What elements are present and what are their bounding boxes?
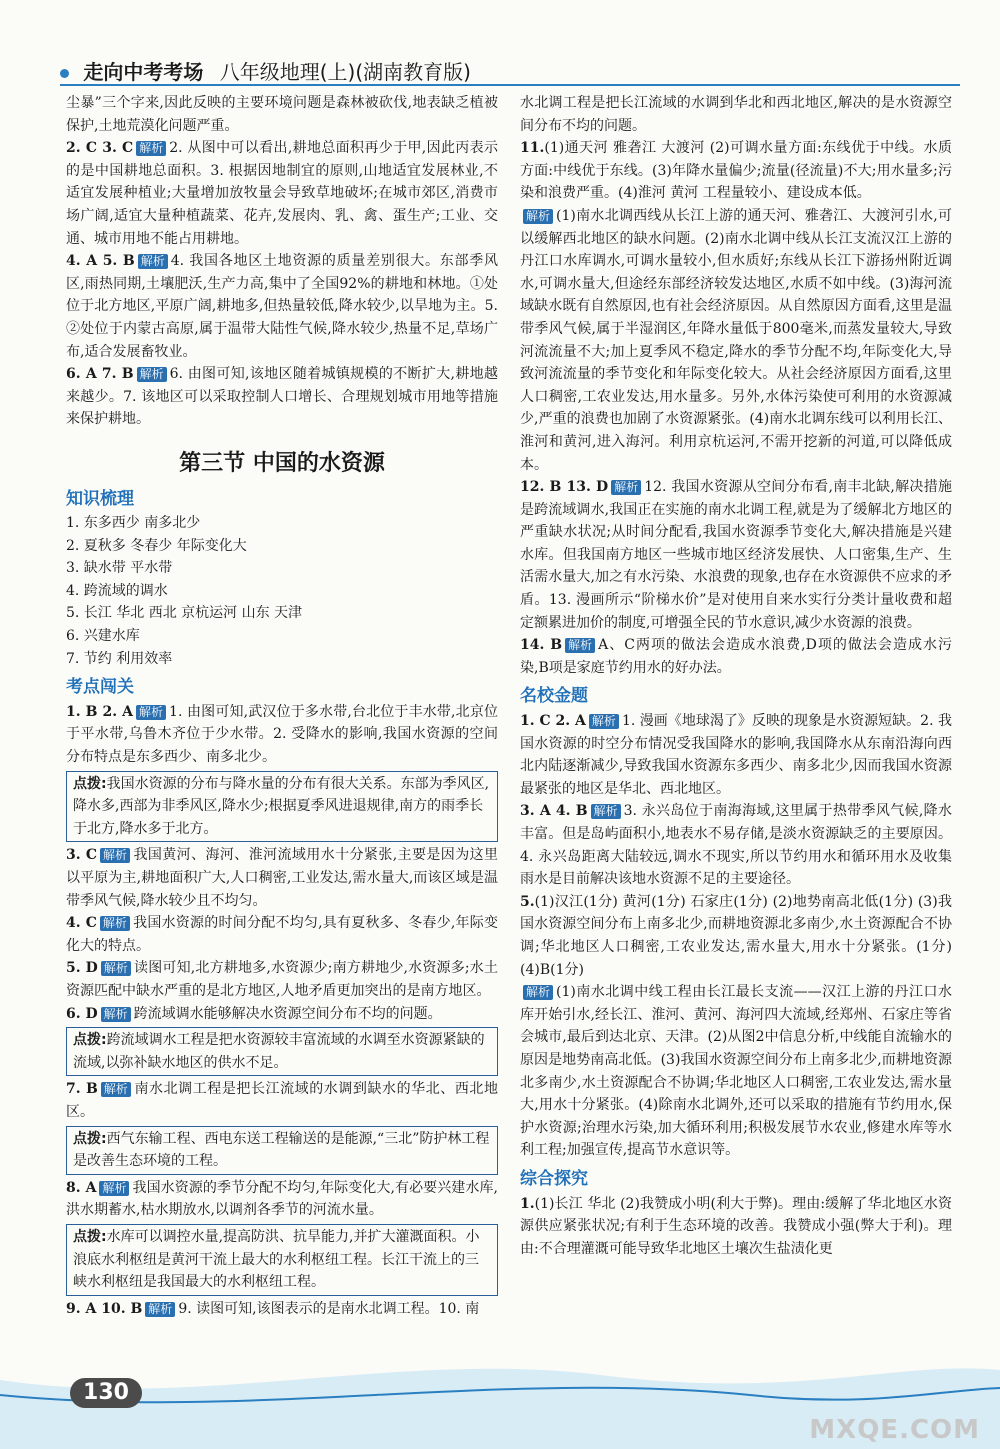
subsection-title: 名校金题 (520, 686, 588, 707)
analysis-tag: 解析 (137, 367, 167, 382)
analysis-text: (1)南水北调中线工程由长江最长支流——汉江上游的丹江口水库开始引水,经长江、淮河、黄河、海河四大流域,经郑州、石家庄等省会城市,最后到达北京、天津。(2)从图2中信息分析,中线能自流输水的原因是地势南高北低。(3)我国水资源空间分布上南多北少,而耕地资源北多南少,水土资源配合不协调;华北地区人口稠密,工农业发达,需水量大,用水十分紧张。(4)除南水北调外,还可以采取的措施有节约用水,保护水资源;治理水污染,加大循环利用;积极发展节水农业,修建水库等水利工程;加强宣传,提高节水意识等。 (520, 984, 952, 1159)
answer-key: 5. D (66, 960, 98, 977)
answer-text: 2. 从图中可以看出,耕地总面积再少于甲,因此丙表示的是中国耕地总面积。3. 根据因地制宜的原则,山地适宜发展林业,不适宜发展种植业;大量增加放牧量会导致草地破坏;在城市郊区,消费市场广阔,适宜大量种植蔬菜、花卉,发展肉、乳、禽、蛋生产;工业、交通、城市用地不能占用耕地。 (66, 140, 498, 247)
analysis-tag: 解析 (101, 1082, 131, 1097)
answer-item (520, 891, 952, 981)
paragraph: 水北调工程是把长江流域的水调到华北和西北地区,解决的是水资源空间分布不均的问题。 (520, 95, 952, 134)
subsection-title: 考点闯关 (66, 677, 134, 698)
book-title: 走向中考考场 (83, 60, 204, 84)
list-item: 4. 跨流域的调水 (66, 582, 168, 599)
right-column (520, 92, 952, 1260)
list-item: 2. 夏秋多 冬春少 年际变化大 (66, 537, 247, 554)
tip-box (66, 771, 498, 843)
answer-key: 8. A (66, 1179, 97, 1196)
answer-text: 我国水资源的季节分配不均匀,年际变化大,有必要兴建水库,洪水期蓄水,枯水期放水,以调剂各季节的河流水量。 (66, 1179, 498, 1219)
tip-label: 点拨: (73, 775, 107, 792)
analysis-item (520, 205, 952, 476)
answer-item (66, 1078, 498, 1123)
answer-text: 1. 漫画《地球渴了》反映的现象是水资源短缺。2. 我国水资源的时空分布情况受我国降水的影响,我国降水从东南沿海向西北内陆逐渐减少,导致我国水资源东多西少、南多北少,因而我国水资源最紧张的地区是华北、西北地区。 (520, 713, 952, 797)
answer-key: 6. D (66, 1005, 98, 1022)
answer-key: 1. B 2. A (66, 703, 134, 720)
book-subtitle: 八年级地理(上)(湖南教育版) (219, 60, 471, 84)
list-item: 3. 缺水带 平水带 (66, 560, 173, 577)
tip-label: 点拨: (73, 1228, 107, 1245)
answer-text: 我国水资源的时间分配不均匀,具有夏秋多、冬春少,年际变化大的特点。 (66, 915, 498, 954)
answer-key: 2. C 3. C (66, 140, 134, 157)
subsection-title: 知识梳理 (66, 488, 134, 509)
answer-item (66, 844, 498, 912)
tip-box (66, 1224, 498, 1296)
answer-key: 4. C (66, 915, 97, 932)
answer-key: 5. (520, 893, 535, 910)
tip-label: 点拨: (73, 1130, 107, 1147)
tip-label: 点拨: (73, 1032, 107, 1049)
answer-item (520, 1193, 952, 1261)
answer-item (66, 1003, 498, 1026)
bullet-icon (60, 69, 69, 78)
answer-item (66, 957, 498, 1002)
answer-text: 6. 由图可知,该地区随着城镇规模的不断扩大,耕地越来越少。7. 该地区可以采取控制人口增长、合理规划城市用地等措施来保护耕地。 (66, 366, 498, 428)
paragraph: 尘暴”三个字来,因此反映的主要环境问题是森林被砍伐,地表缺乏植被保护,土地荒漠化问题严重。 (66, 95, 498, 134)
analysis-tag: 解析 (145, 1302, 175, 1317)
analysis-tag: 解析 (101, 1007, 131, 1022)
answer-key: 3. C (66, 847, 98, 864)
answer-item (520, 137, 952, 205)
analysis-tag: 解析 (138, 254, 168, 269)
answer-text: 1. 由图可知,武汉位于多水带,台北位于丰水带,北京位于平水带,乌鲁木齐位于少水带。2. 受降水的影响,我国水资源的空间分布特点是东多西少、南多北少。 (66, 703, 498, 766)
answer-text: (1)长江 华北 (2)我赞成小明(利大于弊)。理由:缓解了华北地区水资源供应紧张状况;有利于生态环境的改善。我赞成小强(弊大于利)。理由:不合理灌溉可能导致华北地区土壤次生盐渍化更 (520, 1195, 952, 1257)
answer-key: 9. A 10. B (66, 1300, 143, 1317)
analysis-tag: 解析 (136, 141, 166, 156)
analysis-tag: 解析 (100, 848, 130, 863)
answer-item (66, 1177, 498, 1222)
answer-key: 1. (520, 1195, 535, 1212)
answer-item (66, 137, 498, 250)
watermark: MXQE.COM (809, 1415, 980, 1445)
answer-text: (1)汉江(1分) 黄河(1分) 石家庄(1分) (2)地势南高北低(1分) (3)我国水资源空间分布上南多北少,而耕地资源北多南少,水土资源配合不协调;华北地区人口稠密,工农业发达,需水量大,用水十分紧张。(1分)(4)B(1分) (520, 893, 952, 978)
answer-text: 我国黄河、海河、淮河流域用水十分紧张,主要是因为这里以平原为主,耕地面积广大,人口稠密,工业发达,需水量大,而该区域是温带季风气候,降水较少且不均匀。 (66, 847, 498, 909)
page-header (60, 56, 960, 82)
answer-key: 7. B (66, 1081, 98, 1098)
list-item: 5. 长江 华北 西北 京杭运河 山东 天津 (66, 605, 303, 622)
analysis-tag: 解析 (591, 804, 621, 819)
answer-item (520, 634, 952, 679)
analysis-item (520, 981, 952, 1162)
answer-item (66, 701, 498, 769)
tip-box (66, 1126, 498, 1175)
answer-text: 9. 读图可知,该图表示的是南水北调工程。10. 南 (178, 1300, 480, 1317)
answer-text: A、C两项的做法会造成水浪费,D项的做法会造成水污染,B项是家庭节约用水的好办法。 (520, 637, 952, 676)
answer-text: (1)通天河 雅砻江 大渡河 (2)可调水量方面:东线优于中线。水质方面:中线优于东线。(3)年降水量偏少;流量(径流量)不大;用水量多;污染和浪费严重。(4)淮河 黄河 工程量较小、建设成本低。 (520, 140, 952, 202)
answer-item (520, 800, 952, 890)
answer-text: 12. 我国水资源从空间分布看,南丰北缺,解决措施是跨流域调水,我国正在实施的南水北调工程,就是为了缓解北方地区的严重缺水状况;从时间分配看,我国水资源季节变化大,解决措施是兴建水库。但我国南方地区一些城市地区经济发展快、人口密集,生产、生活需水量大,加之有水污染、水浪费的现象,也存在水资源供不应求的矛盾。13. 漫画所示“阶梯水价”是对使用自来水实行分类计量收费和超定额累进加价的制度,可增强全民的节水意识,减少水资源的浪费。 (520, 479, 952, 631)
answer-item (66, 363, 498, 431)
list-item: 1. 东多西少 南多北少 (66, 515, 201, 532)
analysis-tag: 解析 (565, 638, 595, 653)
answer-key: 3. A 4. B (520, 803, 588, 820)
subsection-title: 综合探究 (520, 1168, 588, 1189)
answer-item (66, 912, 498, 957)
analysis-tag: 解析 (99, 1181, 129, 1196)
analysis-text: (1)南水北调西线从长江上游的通天河、雅砻江、大渡河引水,可以缓解西北地区的缺水问题。(2)南水北调中线从长江支流汉江上游的丹江口水库调水,可调水量较小,但水质好;东线从长江下游扬州附近调水,可调水量大,但途经东部经济较发达地区,水质不如中线。(3)海河流域缺水既有自然原因,也有社会经济原因。从自然原因方面看,这里是温带季风气候,属于半湿润区,年降水量低于800毫米,而蒸发量较大,导致河流流量不大;加上夏季风不稳定,降水的季节分配不均,年际变化大,导致河流流量的季节变化和年际变化较大。从社会经济原因方面看,这里人口稠密,工农业发达,用水量多。另外,水体污染使可利用的水资源减少,严重的浪费也加剧了水资源紧张。(4)南水北调东线可以利用长江、淮河和黄河,进入海河。利用京杭运河,不需开挖新的河道,可以降低成本。 (520, 207, 952, 473)
tip-text: 西气东输工程、西电东送工程输送的是能源,“三北”防护林工程是改善生态环境的工程。 (73, 1130, 490, 1170)
knowledge-list (66, 512, 498, 670)
analysis-tag: 解析 (101, 961, 131, 976)
answer-item (66, 250, 498, 363)
answer-item (520, 476, 952, 634)
list-item: 6. 兴建水库 (66, 628, 140, 645)
answer-text: 4. 我国各地区土地资源的质量差别很大。东部季风区,雨热同期,土壤肥沃,生产力高,集中了全国92%的耕地和林地。①处位于北方地区,平原广阔,耕地多,但热量较低,降水较少,以旱地为主。5. ②处位于内蒙古高原,属于温带大陆性气候,降水较少,热量不足,草场广布,适合发展畜牧业。 (66, 253, 498, 360)
analysis-tag: 解析 (589, 714, 619, 729)
analysis-tag: 解析 (523, 985, 553, 1000)
analysis-tag: 解析 (611, 480, 641, 495)
answer-key: 1. C 2. A (520, 713, 586, 730)
list-item: 7. 节约 利用效率 (66, 650, 173, 667)
page-number: 130 (70, 1378, 142, 1408)
analysis-tag: 解析 (136, 705, 166, 720)
answer-text: 南水北调工程是把长江流域的水调到缺水的华北、西北地区。 (66, 1081, 498, 1120)
answer-key: 14. B (520, 637, 563, 654)
analysis-tag: 解析 (100, 916, 130, 931)
answer-text: 3. 永兴岛位于南海海域,这里属于热带季风气候,降水丰富。但是岛屿面积小,地表水不易存储,是淡水资源缺乏的主要原因。4. 永兴岛距离大陆较远,调水不现实,所以节约用水和循环用水及收集雨水是目前解决该地水资源不足的主要途径。 (520, 803, 952, 888)
tip-text: 水库可以调控水量,提高防洪、抗旱能力,并扩大灌溉面积。小浪底水利枢纽是黄河干流上最大的水利枢纽工程。长江干流上的三峡水利枢纽是我国最大的水利枢纽工程。 (73, 1228, 480, 1291)
header-rule (60, 84, 960, 86)
answer-text: 跨流域调水能够解决水资源空间分布不均的问题。 (133, 1005, 442, 1022)
answer-item (520, 710, 952, 800)
analysis-tag: 解析 (523, 209, 553, 224)
section-title: 第三节 中国的水资源 (179, 450, 385, 476)
tip-box (66, 1027, 498, 1076)
answer-text: 读图可知,北方耕地多,水资源少;南方耕地少,水资源多;水土资源匹配中缺水严重的是北方地区,人地矛盾更加突出的是南方地区。 (66, 960, 498, 999)
left-column (66, 92, 498, 1320)
tip-text: 我国水资源的分布与降水量的分布有很大关系。东部为季风区,降水多,西部为非季风区,降水少;根据夏季风进退规律,南方的雨季长于北方,降水多于北方。 (73, 775, 490, 837)
answer-key: 6. A 7. B (66, 366, 134, 383)
tip-text: 跨流域调水工程是把水资源较丰富流域的水调至水资源紧缺的流域,以弥补缺水地区的供水不足。 (73, 1032, 485, 1071)
answer-item (66, 1298, 498, 1321)
answer-key: 11. (520, 140, 545, 157)
answer-key: 4. A 5. B (66, 253, 135, 270)
answer-key: 12. B 13. D (520, 479, 609, 496)
